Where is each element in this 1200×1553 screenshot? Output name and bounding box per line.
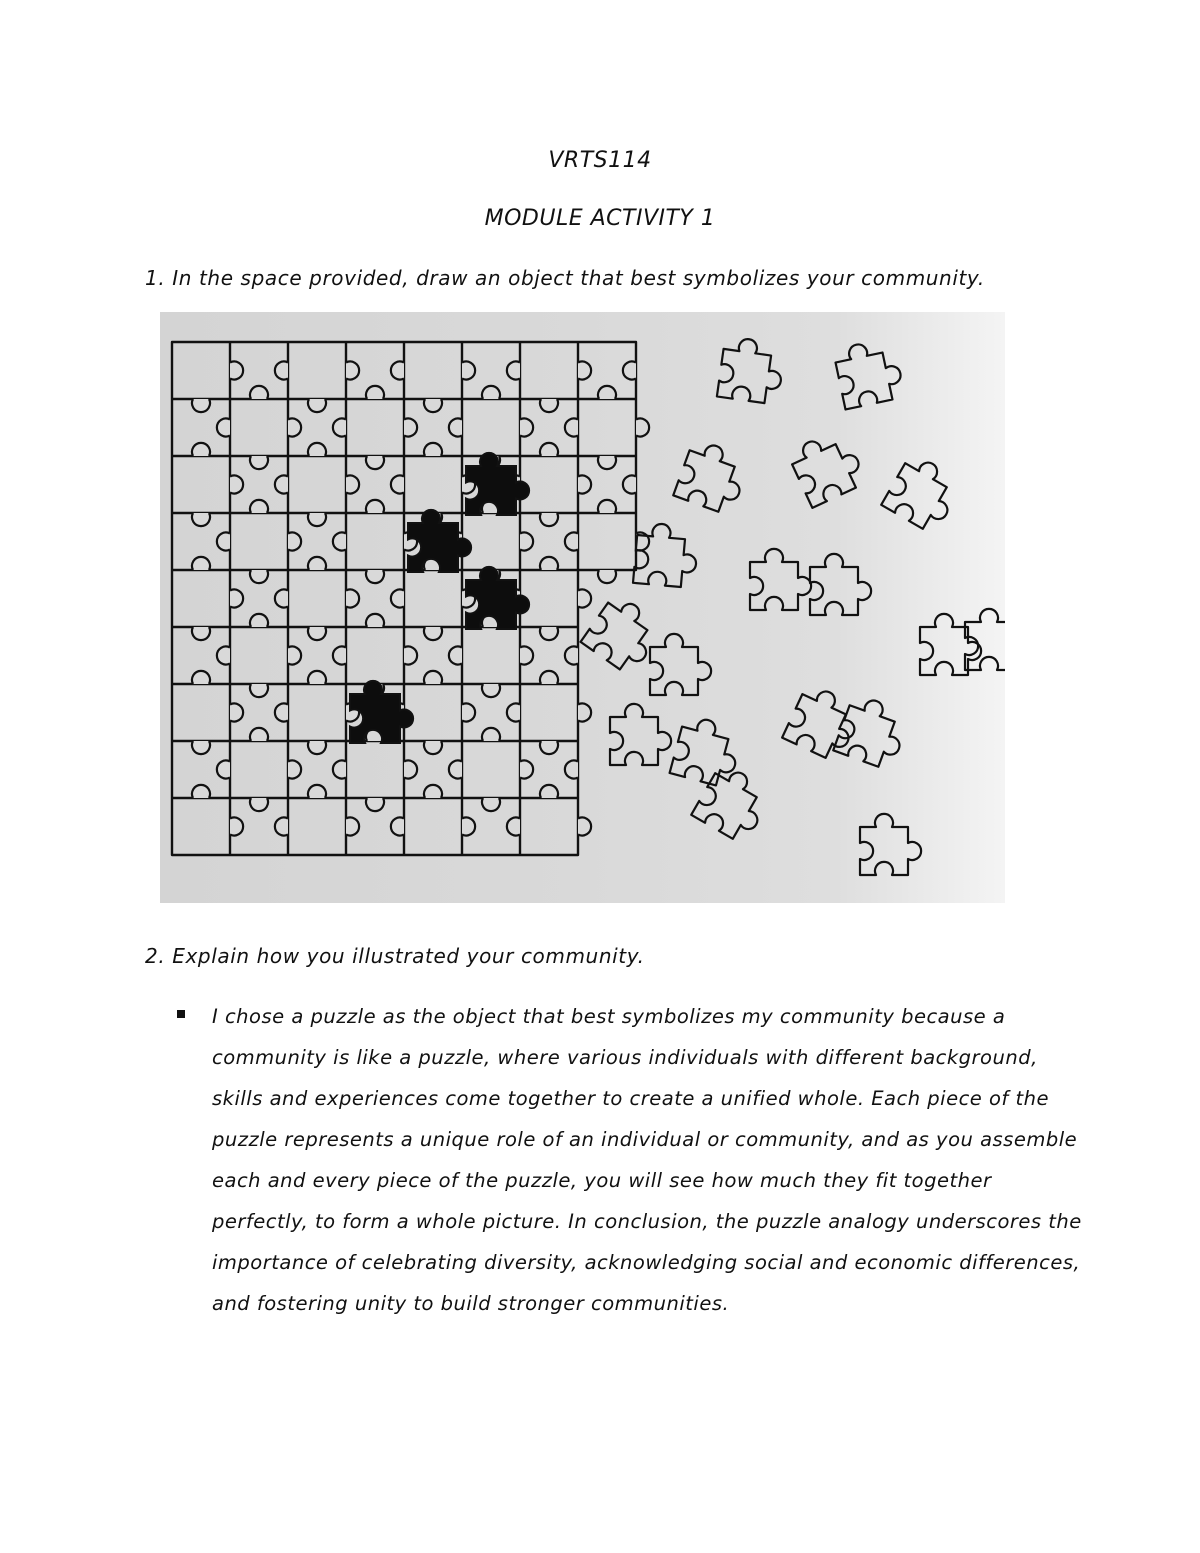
loose-puzzle-piece	[670, 714, 745, 789]
loose-puzzle-piece	[833, 337, 905, 409]
loose-puzzle-piece	[787, 427, 868, 508]
course-code: VRTS114	[548, 148, 652, 173]
loose-puzzle-piece	[673, 438, 751, 516]
puzzle-drawing	[160, 312, 1005, 903]
loose-puzzle-piece	[860, 814, 921, 875]
question-1: 1. In the space provided, draw an object that best symbolizes your community.	[145, 266, 985, 290]
loose-puzzle-piece	[650, 634, 711, 695]
question-2: 2. Explain how you illustrated your community.	[145, 944, 645, 968]
puzzle-drawing-svg	[160, 312, 1005, 903]
loose-puzzle-piece	[717, 336, 786, 405]
loose-puzzle-piece	[810, 554, 871, 615]
module-title: MODULE ACTIVITY 1	[484, 206, 716, 231]
loose-puzzle-piece	[881, 452, 964, 535]
loose-puzzle-piece	[750, 549, 811, 610]
loose-puzzle-piece	[610, 704, 671, 765]
bullet-icon	[177, 1010, 185, 1018]
puzzle-piece-knobs	[192, 362, 649, 836]
loose-puzzle-piece	[581, 592, 666, 677]
answer-paragraph: I chose a puzzle as the object that best symbolizes my community because a community is like a puzzle, where various individuals with different background, skills and experiences come together to create a unified whole. Each piece of the puzzle represents a unique role of an individual or community, and as you assemble each and every piece of the puzzle, you will see how much they fit together perfectly, to form a whole picture. In conclusion, the puzzle analogy underscores the importance of celebrating diversity, acknowledging social and economic differences, and fostering unity to build stronger communities.	[212, 1005, 1082, 1315]
